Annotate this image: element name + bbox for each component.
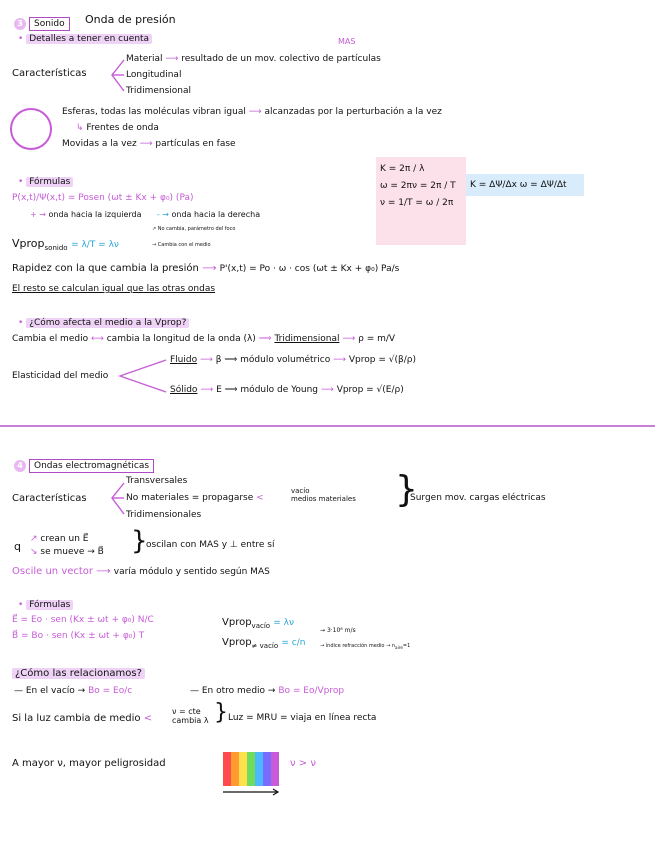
branch-tridimensional: Tridimensional: [126, 86, 192, 96]
sphere-drawing: [10, 108, 52, 150]
details-heading: • Detalles a tener en cuenta: [18, 34, 152, 44]
branch-tridimensionales: Tridimensionales: [126, 510, 202, 520]
en-vacio-line: — En el vacío → Bo = Eo/c: [14, 686, 133, 696]
movidas-line: Movidas a la vez ⟶ partículas en fase: [62, 139, 236, 149]
luz-mru: Luz = MRU = viaja en línea recta: [228, 713, 377, 723]
esferas-line: Esferas, todas las moléculas vibran igual ⟶ alcanzadas por la perturbación a la vez: [62, 107, 442, 117]
nu-lambda: ν = cte cambia λ: [172, 707, 209, 726]
brace: }: [395, 469, 418, 510]
branch-material: Material ⟶ resultado de un mov. colectivo de partículas: [126, 54, 381, 64]
oscile-line: Oscile un vector ⟶ varía módulo y sentido según MAS: [12, 566, 270, 577]
section-subtitle: Onda de presión: [85, 13, 176, 26]
si-luz-line: Si la luz cambia de medio <: [12, 713, 153, 724]
q-label: q: [14, 540, 21, 553]
caracteristicas-label: Características: [12, 68, 87, 79]
section-number: 4: [14, 460, 26, 472]
brace-2: }: [131, 526, 148, 556]
c-value: → 3·10⁸ m/s: [320, 627, 356, 634]
formula-k: K = 2π / λ: [380, 164, 425, 174]
section-header-em: [14, 454, 154, 472]
vprop-sonido: Vprop$_{sonido}$ = λ/T = λν: [12, 237, 119, 253]
resto-line: El resto se calculan igual que las otras ondas: [12, 284, 216, 294]
surgen-line: Surgen mov. cargas eléctricas: [410, 493, 546, 503]
rainbow-spectrum: [220, 748, 282, 796]
solido-line: Sólido ⟶ E ⟹ módulo de Young ⟶ Vprop = √(E/ρ): [170, 385, 404, 395]
mayor-line: A mayor ν, mayor peligrosidad: [12, 758, 166, 769]
indice-note: → índice refracción medio → $n_{aire}=1$: [320, 643, 411, 650]
fluido-line: Fluido ⟶ β ⟹ módulo volumétrico ⟶ Vprop = √(β/ρ): [170, 355, 416, 365]
formulas-heading-1: • Fórmulas: [18, 177, 73, 187]
elasticidad-label: Elasticidad del medio: [12, 371, 109, 381]
equation-B: B⃗ = Bo · sen (Kx ± ωt + φ₀) T: [12, 631, 145, 641]
section-number: 3: [14, 18, 26, 30]
formulas-heading-2: • Fórmulas: [18, 600, 73, 610]
branch-arrows-em: [108, 478, 126, 522]
vprop-nvacio: Vprop$_{\ne vacío}$ = c/n: [222, 637, 306, 650]
no-cambia-note: ↗ No cambia, parámetro del foco: [152, 226, 236, 232]
nu-compare: ν > ν: [290, 758, 316, 769]
como-afecta-heading: • ¿Cómo afecta el medio a la Vprop?: [18, 318, 189, 328]
cambia-medio-note: → Cambia con el medio: [152, 242, 211, 248]
section-divider: [0, 425, 655, 427]
cambia-medio-line: Cambia el medio ⟷ cambia la longitud de la onda (λ) ⟹ Tridimensional ⟶ ρ = m/V: [12, 334, 396, 344]
branch-longitudinal: Longitudinal: [126, 70, 182, 80]
branch-arrows: [108, 55, 126, 99]
brace-3: }: [214, 700, 228, 725]
section-title: Sonido: [29, 17, 70, 31]
direction-legend: + → onda hacia la izquierda - → onda hacia la derecha: [30, 210, 261, 219]
mas-label: MAS: [338, 37, 356, 46]
en-otro-line: — En otro medio → Bo = Eo/Vprop: [190, 686, 345, 696]
branch-transversales: Transversales: [126, 476, 188, 486]
frentes-line: ↳ Frentes de onda: [76, 123, 159, 133]
vacio-medios: vacío medios materiales: [291, 487, 356, 503]
section-title: Ondas electromagnéticas: [29, 459, 154, 473]
branch-no-materiales: No materiales = propagarse <: [126, 493, 264, 503]
caracteristicas-label-em: Características: [12, 493, 87, 504]
formula-omega: ω = 2πν = 2π / T: [380, 181, 456, 192]
rapidez-line: Rapidez con la que cambia la presión ⟶ P'(x,t) = Po · ω · cos (ωt ± Kx + φ₀) Pa/s: [12, 263, 400, 274]
elasticidad-branches: [118, 356, 168, 396]
section-header-sonido: [14, 12, 70, 30]
q-branches: ↗ crean un E⃗ ↘ se mueve → B⃗: [30, 534, 104, 557]
formula-box-blue: K = ΔΨ/Δx ω = ΔΨ/Δt: [466, 174, 584, 196]
pressure-equation: P(x,t)/Ψ(x,t) = Posen (ωt ± Kx + φ₀) (Pa): [12, 193, 194, 203]
vprop-vacio: Vprop$_{vacío}$ = λν: [222, 617, 295, 630]
equation-E: E⃗ = Eo · sen (Kx ± ωt + φ₀) N/C: [12, 615, 154, 625]
como-relac-heading: ¿Cómo las relacionamos?: [12, 668, 145, 680]
oscilan-line: oscilan con MAS y ⊥ entre sí: [146, 540, 275, 550]
formula-box-pink: [376, 157, 466, 245]
formula-nu: ν = 1/T = ω / 2π: [380, 198, 454, 209]
